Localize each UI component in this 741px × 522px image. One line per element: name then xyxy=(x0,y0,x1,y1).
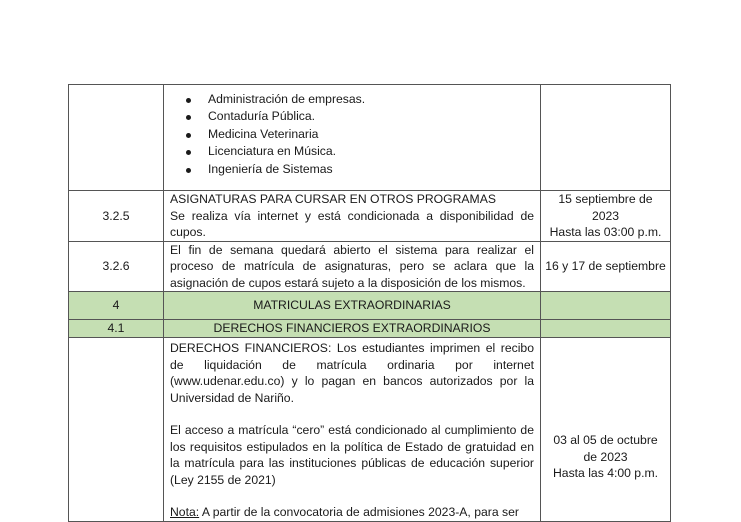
description-cell: El fin de semana quedará abierto el sistema para realizar el proceso de matrícula de asignaturas, pero se aclara que la asignación de cupos estará sujeto a la disposición de los mismos. xyxy=(164,241,541,292)
date-text: 03 al 05 de octubre de 2023 xyxy=(553,433,658,464)
note-label: Nota: xyxy=(170,505,200,519)
list-item: Medicina Veterinaria xyxy=(186,126,540,144)
description-cell xyxy=(164,338,541,522)
table-row xyxy=(69,191,671,242)
programs-list xyxy=(164,89,540,187)
section-number: 4 xyxy=(69,292,164,320)
table-row xyxy=(69,241,671,292)
spacer xyxy=(170,488,534,504)
row-number: 3.2.6 xyxy=(69,241,164,292)
row-number-cell xyxy=(69,85,164,191)
section-row xyxy=(69,320,671,338)
financial-text: Los estudiantes imprimen el recibo de liquidación de matrícula ordinaria por internet (www.udenar.edu.co) y lo pagan en bancos autorizados por la Universidad de Nariño. xyxy=(170,341,534,405)
row-heading: ASIGNATURAS PARA CURSAR EN OTROS PROGRAMAS xyxy=(170,192,496,206)
time-text: Hasta las 03:00 p.m. xyxy=(549,225,662,239)
date-cell xyxy=(541,191,671,242)
description-cell xyxy=(164,191,541,242)
note-text: A partir de la convocatoria de admisiones 2023-A, para ser xyxy=(201,505,519,519)
table-row xyxy=(69,338,671,522)
list-item: Licenciatura en Música. xyxy=(186,143,540,161)
section-title: MATRICULAS EXTRAORDINARIAS xyxy=(164,292,541,320)
financial-label: DERECHOS FINANCIEROS: xyxy=(170,341,332,355)
list-item: Administración de empresas. xyxy=(186,91,540,109)
list-item: Contaduría Pública. xyxy=(186,108,540,126)
date-text: 15 septiembre de 2023 xyxy=(558,192,653,223)
time-text: Hasta las 4:00 p.m. xyxy=(553,466,658,480)
paragraph-zero-enrollment: El acceso a matrícula “cero” está condicionado al cumplimiento de los requisitos estipulados en la política de Estado de gratuidad en la matrícula para las instituciones públicas de educación superior (Ley 2155 de 2021) xyxy=(170,423,534,487)
row-number: 3.2.5 xyxy=(69,191,164,242)
section-number: 4.1 xyxy=(69,320,164,338)
section-title: DERECHOS FINANCIEROS EXTRAORDINARIOS xyxy=(164,320,541,338)
table-row xyxy=(69,85,671,191)
section-empty-cell xyxy=(541,292,671,320)
programs-cell xyxy=(164,85,541,191)
date-cell xyxy=(541,338,671,522)
date-cell xyxy=(541,85,671,191)
section-row xyxy=(69,292,671,320)
date-text: 16 y 17 de septiembre xyxy=(545,259,666,273)
date-cell xyxy=(541,241,671,292)
section-empty-cell xyxy=(541,320,671,338)
schedule-table xyxy=(68,84,671,522)
row-number-cell xyxy=(69,338,164,522)
list-item: Ingeniería de Sistemas xyxy=(186,161,540,179)
paragraph-note xyxy=(170,504,534,521)
row-text: Se realiza vía internet y está condicionada a disponibilidad de cupos. xyxy=(170,208,534,239)
paragraph-financial xyxy=(170,340,534,406)
spacer xyxy=(170,406,534,422)
